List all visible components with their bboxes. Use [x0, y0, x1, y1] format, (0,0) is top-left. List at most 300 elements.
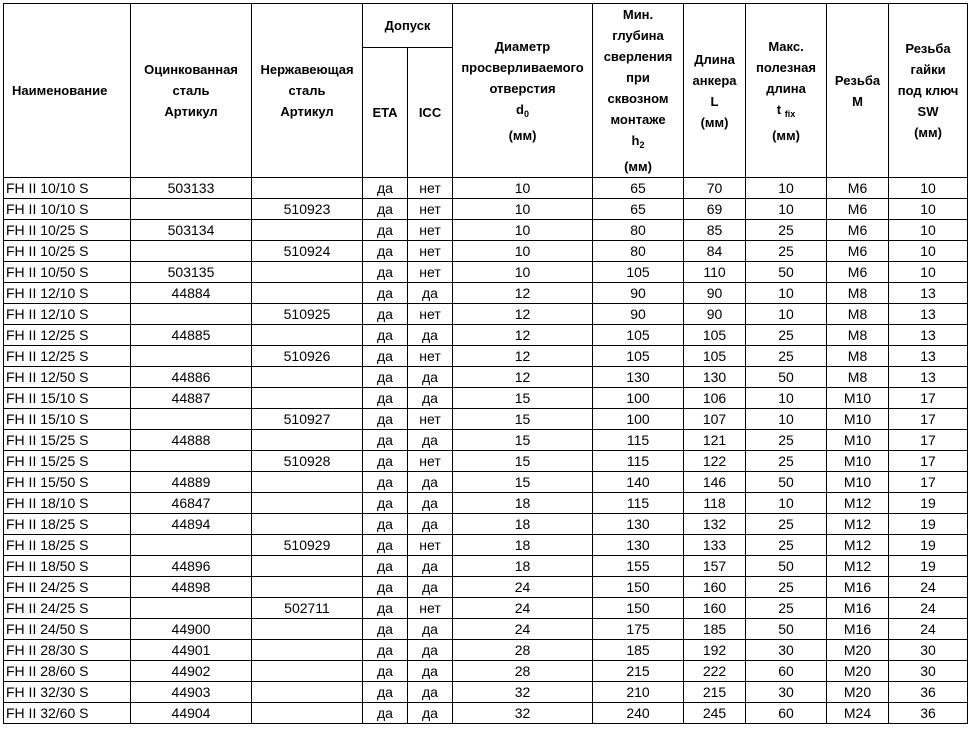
- cell-thread: M16: [827, 619, 889, 640]
- cell-icc: да: [408, 325, 453, 346]
- cell-thread: M20: [827, 661, 889, 682]
- cell-wrench-size: 24: [889, 598, 968, 619]
- cell-wrench-size: 13: [889, 367, 968, 388]
- cell-eta: да: [363, 262, 408, 283]
- cell-min-drill-depth: 80: [593, 241, 684, 262]
- cell-anchor-length: 106: [684, 388, 746, 409]
- cell-thread: M8: [827, 283, 889, 304]
- cell-stainless-article: [252, 220, 363, 241]
- header-icc: ICC: [408, 48, 453, 178]
- cell-drill-diameter: 12: [453, 325, 593, 346]
- cell-icc: нет: [408, 598, 453, 619]
- cell-eta: да: [363, 451, 408, 472]
- cell-anchor-length: 70: [684, 178, 746, 199]
- cell-icc: нет: [408, 178, 453, 199]
- table-row: [4, 283, 968, 304]
- cell-galvanized-article: 503135: [131, 262, 252, 283]
- cell-anchor-length: 122: [684, 451, 746, 472]
- cell-name: FH II 18/25 S: [4, 535, 131, 556]
- cell-galvanized-article: 503133: [131, 178, 252, 199]
- cell-galvanized-article: 44887: [131, 388, 252, 409]
- cell-eta: да: [363, 346, 408, 367]
- cell-wrench-size: 24: [889, 619, 968, 640]
- cell-drill-diameter: 10: [453, 262, 593, 283]
- header-approval: Допуск: [363, 4, 453, 48]
- cell-galvanized-article: 44894: [131, 514, 252, 535]
- table-row: [4, 220, 968, 241]
- cell-min-drill-depth: 115: [593, 493, 684, 514]
- cell-thread: M12: [827, 556, 889, 577]
- cell-eta: да: [363, 703, 408, 724]
- cell-icc: нет: [408, 199, 453, 220]
- cell-name: FH II 24/25 S: [4, 598, 131, 619]
- table-row: [4, 598, 968, 619]
- header-wrench-size: Резьба гайки под ключ SW (мм): [889, 4, 968, 178]
- cell-wrench-size: 19: [889, 514, 968, 535]
- cell-thread: M8: [827, 346, 889, 367]
- table-row: [4, 304, 968, 325]
- cell-eta: да: [363, 199, 408, 220]
- cell-eta: да: [363, 283, 408, 304]
- cell-galvanized-article: 44898: [131, 577, 252, 598]
- header-max-fix-length: Макс. полезная длина t $_{fix}$ (мм): [746, 4, 827, 178]
- cell-galvanized-article: 44888: [131, 430, 252, 451]
- cell-min-drill-depth: 105: [593, 346, 684, 367]
- cell-wrench-size: 30: [889, 640, 968, 661]
- cell-name: FH II 15/10 S: [4, 409, 131, 430]
- table-row: [4, 241, 968, 262]
- cell-stainless-article: 510928: [252, 451, 363, 472]
- cell-stainless-article: [252, 682, 363, 703]
- cell-max-fix-length: 10: [746, 304, 827, 325]
- cell-max-fix-length: 25: [746, 514, 827, 535]
- header-stainless-article: Нержавеющая сталь Артикул: [252, 4, 363, 178]
- cell-icc: да: [408, 682, 453, 703]
- cell-wrench-size: 10: [889, 241, 968, 262]
- cell-anchor-length: 132: [684, 514, 746, 535]
- cell-galvanized-article: 46847: [131, 493, 252, 514]
- cell-stainless-article: [252, 325, 363, 346]
- cell-thread: M10: [827, 388, 889, 409]
- header-anchor-length: Длина анкера L (мм): [684, 4, 746, 178]
- cell-min-drill-depth: 150: [593, 598, 684, 619]
- cell-galvanized-article: 44889: [131, 472, 252, 493]
- cell-thread: M10: [827, 409, 889, 430]
- cell-icc: нет: [408, 220, 453, 241]
- anchor-spec-table: [3, 3, 968, 724]
- cell-thread: M10: [827, 451, 889, 472]
- cell-max-fix-length: 10: [746, 199, 827, 220]
- cell-eta: да: [363, 388, 408, 409]
- cell-thread: M20: [827, 640, 889, 661]
- cell-stainless-article: 502711: [252, 598, 363, 619]
- cell-min-drill-depth: 130: [593, 367, 684, 388]
- cell-name: FH II 12/10 S: [4, 304, 131, 325]
- cell-anchor-length: 110: [684, 262, 746, 283]
- cell-max-fix-length: 25: [746, 598, 827, 619]
- cell-stainless-article: [252, 430, 363, 451]
- cell-eta: да: [363, 661, 408, 682]
- table-row: [4, 682, 968, 703]
- cell-max-fix-length: 10: [746, 178, 827, 199]
- cell-drill-diameter: 18: [453, 535, 593, 556]
- cell-min-drill-depth: 175: [593, 619, 684, 640]
- table-row: [4, 619, 968, 640]
- cell-icc: да: [408, 577, 453, 598]
- cell-wrench-size: 36: [889, 682, 968, 703]
- table-row: [4, 451, 968, 472]
- cell-icc: да: [408, 283, 453, 304]
- cell-stainless-article: 510924: [252, 241, 363, 262]
- cell-galvanized-article: 503134: [131, 220, 252, 241]
- cell-anchor-length: 121: [684, 430, 746, 451]
- cell-eta: да: [363, 409, 408, 430]
- table-row: [4, 409, 968, 430]
- cell-wrench-size: 19: [889, 556, 968, 577]
- cell-min-drill-depth: 140: [593, 472, 684, 493]
- cell-stainless-article: [252, 661, 363, 682]
- cell-drill-diameter: 15: [453, 472, 593, 493]
- cell-eta: да: [363, 430, 408, 451]
- cell-galvanized-article: [131, 241, 252, 262]
- cell-max-fix-length: 50: [746, 619, 827, 640]
- cell-drill-diameter: 10: [453, 241, 593, 262]
- cell-icc: нет: [408, 241, 453, 262]
- cell-drill-diameter: 10: [453, 178, 593, 199]
- cell-thread: M8: [827, 367, 889, 388]
- cell-max-fix-length: 60: [746, 703, 827, 724]
- cell-stainless-article: 510929: [252, 535, 363, 556]
- cell-icc: да: [408, 514, 453, 535]
- cell-anchor-length: 160: [684, 577, 746, 598]
- table-row: [4, 388, 968, 409]
- cell-icc: нет: [408, 262, 453, 283]
- cell-galvanized-article: 44903: [131, 682, 252, 703]
- cell-stainless-article: [252, 472, 363, 493]
- cell-wrench-size: 13: [889, 304, 968, 325]
- cell-anchor-length: 105: [684, 325, 746, 346]
- cell-min-drill-depth: 105: [593, 325, 684, 346]
- cell-galvanized-article: [131, 409, 252, 430]
- cell-galvanized-article: [131, 346, 252, 367]
- cell-eta: да: [363, 577, 408, 598]
- cell-anchor-length: 192: [684, 640, 746, 661]
- cell-name: FH II 10/25 S: [4, 220, 131, 241]
- cell-stainless-article: 510925: [252, 304, 363, 325]
- cell-eta: да: [363, 556, 408, 577]
- cell-name: FH II 28/30 S: [4, 640, 131, 661]
- cell-eta: да: [363, 325, 408, 346]
- cell-max-fix-length: 30: [746, 682, 827, 703]
- cell-icc: нет: [408, 535, 453, 556]
- cell-name: FH II 32/60 S: [4, 703, 131, 724]
- cell-galvanized-article: 44904: [131, 703, 252, 724]
- cell-icc: нет: [408, 346, 453, 367]
- cell-min-drill-depth: 100: [593, 409, 684, 430]
- cell-galvanized-article: 44896: [131, 556, 252, 577]
- cell-icc: нет: [408, 451, 453, 472]
- cell-stainless-article: [252, 577, 363, 598]
- cell-thread: M24: [827, 703, 889, 724]
- cell-icc: да: [408, 556, 453, 577]
- cell-wrench-size: 24: [889, 577, 968, 598]
- cell-min-drill-depth: 130: [593, 535, 684, 556]
- cell-wrench-size: 17: [889, 472, 968, 493]
- cell-anchor-length: 245: [684, 703, 746, 724]
- cell-min-drill-depth: 105: [593, 262, 684, 283]
- cell-stainless-article: [252, 178, 363, 199]
- cell-icc: да: [408, 367, 453, 388]
- cell-eta: да: [363, 619, 408, 640]
- cell-max-fix-length: 50: [746, 472, 827, 493]
- header-drill-diameter: Диаметр просверливаемого отверстия $d_0$ (мм): [453, 4, 593, 178]
- cell-eta: да: [363, 514, 408, 535]
- cell-icc: да: [408, 430, 453, 451]
- cell-wrench-size: 10: [889, 262, 968, 283]
- cell-anchor-length: 105: [684, 346, 746, 367]
- cell-eta: да: [363, 640, 408, 661]
- header-min-drill-depth: Мин. глубина сверления при сквозном монтаже $h_2$ (мм): [593, 4, 684, 178]
- cell-drill-diameter: 10: [453, 199, 593, 220]
- cell-min-drill-depth: 65: [593, 178, 684, 199]
- cell-thread: M20: [827, 682, 889, 703]
- cell-anchor-length: 84: [684, 241, 746, 262]
- cell-wrench-size: 30: [889, 661, 968, 682]
- cell-eta: да: [363, 682, 408, 703]
- cell-stainless-article: [252, 367, 363, 388]
- cell-anchor-length: 90: [684, 304, 746, 325]
- cell-wrench-size: 10: [889, 220, 968, 241]
- cell-drill-diameter: 18: [453, 493, 593, 514]
- cell-drill-diameter: 12: [453, 346, 593, 367]
- cell-stainless-article: [252, 703, 363, 724]
- cell-anchor-length: 85: [684, 220, 746, 241]
- cell-stainless-article: [252, 619, 363, 640]
- cell-icc: нет: [408, 409, 453, 430]
- table-row: [4, 178, 968, 199]
- cell-drill-diameter: 18: [453, 556, 593, 577]
- cell-name: FH II 18/25 S: [4, 514, 131, 535]
- cell-drill-diameter: 32: [453, 703, 593, 724]
- cell-name: FH II 10/25 S: [4, 241, 131, 262]
- cell-thread: M8: [827, 304, 889, 325]
- cell-anchor-length: 69: [684, 199, 746, 220]
- cell-wrench-size: 10: [889, 178, 968, 199]
- cell-anchor-length: 157: [684, 556, 746, 577]
- cell-galvanized-article: 44886: [131, 367, 252, 388]
- cell-name: FH II 12/10 S: [4, 283, 131, 304]
- cell-anchor-length: 215: [684, 682, 746, 703]
- cell-wrench-size: 19: [889, 493, 968, 514]
- cell-max-fix-length: 25: [746, 430, 827, 451]
- table-row: [4, 577, 968, 598]
- cell-max-fix-length: 30: [746, 640, 827, 661]
- cell-drill-diameter: 12: [453, 304, 593, 325]
- cell-name: FH II 18/50 S: [4, 556, 131, 577]
- cell-name: FH II 15/25 S: [4, 451, 131, 472]
- cell-drill-diameter: 15: [453, 451, 593, 472]
- cell-anchor-length: 118: [684, 493, 746, 514]
- cell-min-drill-depth: 150: [593, 577, 684, 598]
- cell-stainless-article: 510927: [252, 409, 363, 430]
- cell-name: FH II 24/50 S: [4, 619, 131, 640]
- cell-thread: M6: [827, 199, 889, 220]
- cell-thread: M16: [827, 598, 889, 619]
- cell-drill-diameter: 18: [453, 514, 593, 535]
- cell-drill-diameter: 28: [453, 661, 593, 682]
- cell-wrench-size: 19: [889, 535, 968, 556]
- cell-max-fix-length: 10: [746, 283, 827, 304]
- cell-galvanized-article: [131, 598, 252, 619]
- cell-icc: да: [408, 493, 453, 514]
- table-row: [4, 262, 968, 283]
- cell-anchor-length: 160: [684, 598, 746, 619]
- cell-drill-diameter: 28: [453, 640, 593, 661]
- cell-eta: да: [363, 367, 408, 388]
- cell-thread: M6: [827, 241, 889, 262]
- cell-min-drill-depth: 100: [593, 388, 684, 409]
- cell-drill-diameter: 10: [453, 220, 593, 241]
- table-row: [4, 535, 968, 556]
- cell-min-drill-depth: 80: [593, 220, 684, 241]
- cell-min-drill-depth: 155: [593, 556, 684, 577]
- cell-galvanized-article: 44900: [131, 619, 252, 640]
- cell-min-drill-depth: 115: [593, 451, 684, 472]
- table-row: [4, 325, 968, 346]
- cell-eta: да: [363, 178, 408, 199]
- table-row: [4, 556, 968, 577]
- cell-galvanized-article: 44884: [131, 283, 252, 304]
- cell-eta: да: [363, 241, 408, 262]
- cell-name: FH II 12/25 S: [4, 346, 131, 367]
- cell-min-drill-depth: 90: [593, 304, 684, 325]
- cell-max-fix-length: 25: [746, 325, 827, 346]
- table-row: [4, 661, 968, 682]
- cell-max-fix-length: 25: [746, 220, 827, 241]
- cell-max-fix-length: 10: [746, 409, 827, 430]
- cell-drill-diameter: 12: [453, 367, 593, 388]
- cell-name: FH II 12/50 S: [4, 367, 131, 388]
- cell-eta: да: [363, 493, 408, 514]
- cell-thread: M10: [827, 472, 889, 493]
- cell-min-drill-depth: 90: [593, 283, 684, 304]
- cell-max-fix-length: 25: [746, 241, 827, 262]
- header-galvanized-article: Оцинкованная сталь Артикул: [131, 4, 252, 178]
- cell-drill-diameter: 24: [453, 577, 593, 598]
- cell-drill-diameter: 24: [453, 619, 593, 640]
- header-eta: ETA: [363, 48, 408, 178]
- cell-max-fix-length: 50: [746, 262, 827, 283]
- cell-name: FH II 28/60 S: [4, 661, 131, 682]
- cell-wrench-size: 17: [889, 451, 968, 472]
- cell-drill-diameter: 12: [453, 283, 593, 304]
- cell-name: FH II 10/50 S: [4, 262, 131, 283]
- cell-thread: M16: [827, 577, 889, 598]
- cell-max-fix-length: 50: [746, 556, 827, 577]
- cell-min-drill-depth: 215: [593, 661, 684, 682]
- cell-thread: M6: [827, 178, 889, 199]
- cell-min-drill-depth: 240: [593, 703, 684, 724]
- cell-eta: да: [363, 535, 408, 556]
- cell-stainless-article: [252, 556, 363, 577]
- cell-drill-diameter: 15: [453, 388, 593, 409]
- table-row: [4, 703, 968, 724]
- cell-anchor-length: 185: [684, 619, 746, 640]
- cell-eta: да: [363, 220, 408, 241]
- cell-max-fix-length: 60: [746, 661, 827, 682]
- cell-wrench-size: 13: [889, 283, 968, 304]
- cell-min-drill-depth: 185: [593, 640, 684, 661]
- cell-wrench-size: 36: [889, 703, 968, 724]
- cell-thread: M12: [827, 514, 889, 535]
- cell-thread: M8: [827, 325, 889, 346]
- cell-name: FH II 15/25 S: [4, 430, 131, 451]
- cell-wrench-size: 13: [889, 325, 968, 346]
- cell-icc: да: [408, 619, 453, 640]
- cell-icc: да: [408, 640, 453, 661]
- cell-thread: M10: [827, 430, 889, 451]
- cell-galvanized-article: [131, 535, 252, 556]
- cell-galvanized-article: [131, 199, 252, 220]
- cell-thread: M6: [827, 262, 889, 283]
- header-thread: Резьба M: [827, 4, 889, 178]
- cell-stainless-article: 510926: [252, 346, 363, 367]
- cell-thread: M12: [827, 535, 889, 556]
- cell-galvanized-article: [131, 451, 252, 472]
- cell-icc: нет: [408, 304, 453, 325]
- cell-name: FH II 32/30 S: [4, 682, 131, 703]
- cell-drill-diameter: 32: [453, 682, 593, 703]
- table-row: [4, 199, 968, 220]
- table-row: [4, 346, 968, 367]
- table-body: [4, 178, 968, 724]
- cell-min-drill-depth: 130: [593, 514, 684, 535]
- cell-drill-diameter: 24: [453, 598, 593, 619]
- cell-wrench-size: 17: [889, 388, 968, 409]
- cell-eta: да: [363, 472, 408, 493]
- cell-name: FH II 24/25 S: [4, 577, 131, 598]
- cell-thread: M12: [827, 493, 889, 514]
- cell-eta: да: [363, 598, 408, 619]
- cell-max-fix-length: 10: [746, 388, 827, 409]
- cell-drill-diameter: 15: [453, 430, 593, 451]
- cell-galvanized-article: 44902: [131, 661, 252, 682]
- cell-max-fix-length: 10: [746, 493, 827, 514]
- header-name: Наименование: [4, 4, 131, 178]
- cell-max-fix-length: 25: [746, 535, 827, 556]
- cell-name: FH II 15/50 S: [4, 472, 131, 493]
- cell-max-fix-length: 25: [746, 577, 827, 598]
- cell-anchor-length: 146: [684, 472, 746, 493]
- cell-name: FH II 10/10 S: [4, 199, 131, 220]
- cell-icc: да: [408, 703, 453, 724]
- cell-max-fix-length: 25: [746, 346, 827, 367]
- cell-stainless-article: [252, 283, 363, 304]
- cell-thread: M6: [827, 220, 889, 241]
- cell-stainless-article: [252, 493, 363, 514]
- cell-stainless-article: [252, 262, 363, 283]
- cell-icc: да: [408, 388, 453, 409]
- cell-anchor-length: 130: [684, 367, 746, 388]
- cell-name: FH II 12/25 S: [4, 325, 131, 346]
- cell-anchor-length: 222: [684, 661, 746, 682]
- cell-max-fix-length: 50: [746, 367, 827, 388]
- cell-name: FH II 18/10 S: [4, 493, 131, 514]
- cell-min-drill-depth: 65: [593, 199, 684, 220]
- table-row: [4, 472, 968, 493]
- cell-stainless-article: 510923: [252, 199, 363, 220]
- cell-stainless-article: [252, 640, 363, 661]
